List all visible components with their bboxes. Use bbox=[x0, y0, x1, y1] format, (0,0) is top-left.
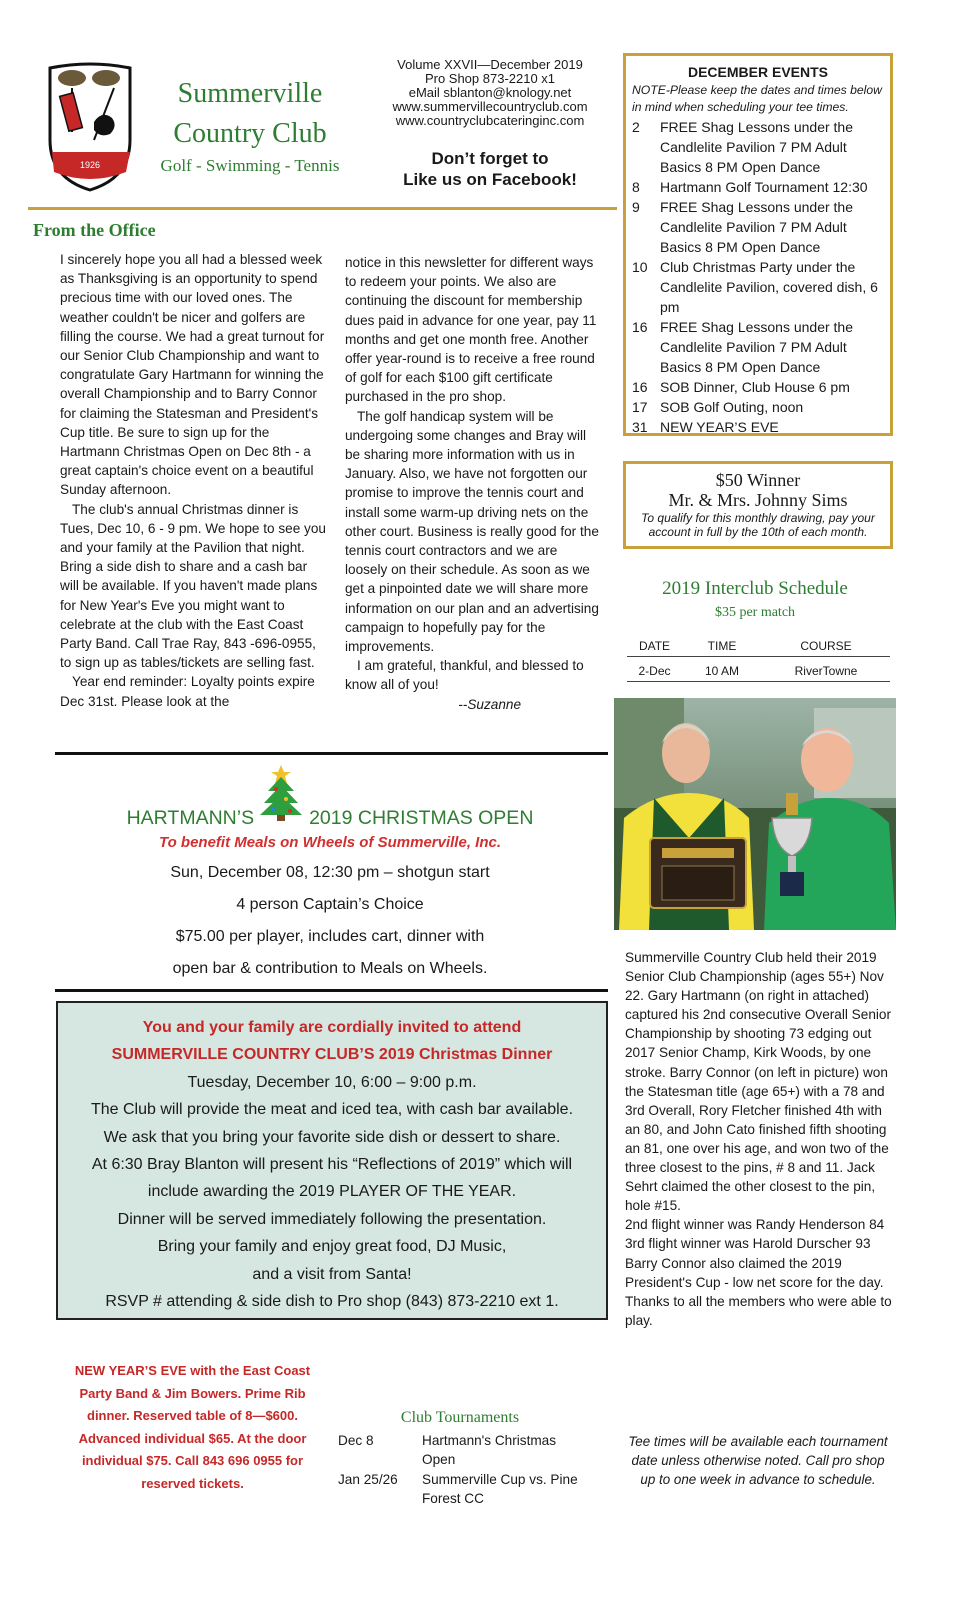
interclub-subtitle: $35 per match bbox=[714, 605, 796, 620]
event-day: 16 bbox=[632, 379, 648, 395]
event-item bbox=[632, 317, 884, 377]
dinner-line: and a visit from Santa! bbox=[252, 1265, 412, 1283]
pro-shop-phone: Pro Shop 873-2210 x1 bbox=[424, 71, 556, 86]
section-divider bbox=[55, 989, 608, 992]
event-text: NEW YEAR’S EVE bbox=[660, 419, 779, 435]
champions-photo bbox=[614, 698, 896, 930]
event-text: SOB Dinner, Club House 6 pm bbox=[660, 379, 850, 395]
event-item bbox=[632, 117, 884, 177]
event-day: 9 bbox=[632, 199, 640, 215]
event-day: 17 bbox=[632, 399, 648, 415]
dinner-line: include awarding the 2019 PLAYER OF THE YEAR. bbox=[147, 1183, 517, 1201]
table-cell: 2-Dec bbox=[638, 664, 671, 678]
header-divider bbox=[28, 207, 617, 210]
dinner-line: We ask that you bring your favorite side dish or dessert to share. bbox=[103, 1128, 561, 1146]
volume-line: Volume XXVII—December 2019 bbox=[397, 57, 583, 72]
office-heading: From the Office bbox=[33, 220, 156, 240]
tournament-date: Jan 25/26 bbox=[338, 1471, 398, 1487]
story-paragraph: Barry Connor also claimed the 2019 President's Cup - low net score for the day. bbox=[625, 1255, 884, 1290]
event-item bbox=[632, 197, 884, 257]
championship-story bbox=[625, 948, 897, 1330]
open-title-right: 2019 CHRISTMAS OPEN bbox=[309, 807, 534, 829]
table-header-cell: TIME bbox=[707, 639, 737, 653]
open-detail-line: 4 person Captain’s Choice bbox=[236, 896, 424, 913]
event-day: 16 bbox=[632, 319, 648, 335]
dinner-title: SUMMERVILLE COUNTRY CLUB’S 2019 Christmas Dinner bbox=[111, 1046, 553, 1064]
table-header-cell: COURSE bbox=[800, 639, 852, 653]
interclub-title: 2019 Interclub Schedule bbox=[662, 578, 848, 599]
event-text: FREE Shag Lessons under the Candlelite Pavilion 7 PM Adult Basics 8 PM Open Dance bbox=[660, 319, 854, 375]
christmas-dinner-box bbox=[56, 1001, 608, 1320]
open-detail-line: $75.00 per player, includes cart, dinner with bbox=[175, 928, 485, 945]
event-item bbox=[632, 377, 884, 397]
events-list bbox=[632, 117, 884, 437]
december-events-box bbox=[623, 53, 893, 436]
club-name-line1: Summerville bbox=[177, 78, 323, 109]
dinner-line: Tuesday, December 10, 6:00 – 9:00 p.m. bbox=[187, 1073, 477, 1091]
events-title: DECEMBER EVENTS bbox=[687, 64, 829, 80]
open-detail-line: Sun, December 08, 12:30 pm – shotgun start bbox=[170, 864, 490, 881]
dinner-line: Dinner will be served immediately following the presentation. bbox=[117, 1210, 547, 1228]
tournament-item bbox=[338, 1431, 590, 1470]
masthead bbox=[370, 58, 610, 128]
facebook-line2: Like us on Facebook! bbox=[403, 170, 577, 189]
table-header-row bbox=[627, 636, 890, 657]
event-text: SOB Golf Outing, noon bbox=[660, 399, 804, 415]
event-item bbox=[632, 257, 884, 317]
event-day: 10 bbox=[632, 259, 648, 275]
club-tagline: Golf - Swimming - Tennis bbox=[160, 156, 340, 175]
website-link-1[interactable]: www.summervillecountryclub.com bbox=[392, 99, 588, 114]
event-day: 2 bbox=[632, 119, 640, 135]
dinner-line: The Club will provide the meat and iced tea, with cash bar available. bbox=[90, 1101, 574, 1119]
table-cell: RiverTowne bbox=[794, 664, 858, 678]
winner-note: To qualify for this monthly drawing, pay your account in full by the 10th of each month. bbox=[641, 511, 875, 539]
dinner-line: At 6:30 Bray Blanton will present his “Reflections of 2019” which will bbox=[91, 1156, 573, 1174]
club-logo bbox=[42, 60, 138, 195]
club-name bbox=[150, 74, 350, 154]
tournaments-list bbox=[338, 1431, 590, 1509]
tournaments-title: Club Tournaments bbox=[400, 1409, 520, 1426]
tournament-name: Hartmann's Christmas Open bbox=[422, 1433, 557, 1468]
christmas-open-subtitle: To benefit Meals on Wheels of Summerville, Inc. bbox=[158, 834, 501, 851]
table-header-cell: DATE bbox=[638, 639, 671, 653]
facebook-line1: Don’t forget to bbox=[431, 149, 549, 168]
tournament-item bbox=[338, 1470, 590, 1509]
office-paragraph: I am grateful, thankful, and blessed to know all of you! bbox=[345, 658, 584, 693]
event-day: 31 bbox=[632, 419, 648, 435]
event-item bbox=[632, 397, 884, 417]
office-paragraph: Year end reminder: Loyalty points expire Dec 31st. Please look at the bbox=[60, 674, 315, 709]
open-detail-line: open bar & contribution to Meals on Wheels. bbox=[172, 960, 488, 977]
tournament-name: Summerville Cup vs. Pine Forest CC bbox=[422, 1471, 578, 1507]
christmas-open-title bbox=[60, 807, 600, 830]
event-day: 8 bbox=[632, 179, 640, 195]
office-paragraph: notice in this newsletter for different ways to redeem your points. We also are continuing the discount for membership dues paid in advance for one year, pay 11 months and get one month free. Another offer year-round is to receive a free round of golf for each $100 gift certificate purchased in the pro shop. bbox=[345, 255, 597, 405]
winner-title: $50 Winner bbox=[715, 470, 801, 490]
event-text: Hartmann Golf Tournament 12:30 bbox=[660, 179, 868, 195]
event-text: FREE Shag Lessons under the Candlelite Pavilion 7 PM Adult Basics 8 PM Open Dance bbox=[660, 119, 854, 175]
office-column-2 bbox=[345, 253, 601, 714]
event-text: Club Christmas Party under the Candlelite Pavilion, covered dish, 6 pm bbox=[660, 259, 878, 315]
facebook-callout bbox=[370, 148, 610, 190]
table-cell: 10 AM bbox=[704, 664, 740, 678]
email-line[interactable]: eMail sblanton@knology.net bbox=[408, 85, 572, 100]
office-paragraph: I sincerely hope you all had a blessed week as Thanksgiving is an opportunity to spend precious time with our loved ones. The weather couldn't be nicer and golfers are filling the course. We had a great turnout for our Senior Club Championship and want to congratulate Gary Hartmann for winning the overall Championship and to Barry Connor for claiming the Statesman and President's Cup title. Be sure to sign up for the Hartmann Christmas Open on Dec 8th - a great captain's choice event on a beautiful Sunday afternoon. bbox=[60, 252, 325, 498]
story-paragraph: 2nd flight winner was Randy Henderson 84 bbox=[625, 1217, 885, 1233]
story-paragraph: 3rd flight winner was Harold Durscher 93 bbox=[625, 1236, 871, 1252]
tee-times-note: Tee times will be available each tournament date unless otherwise noted. Call pro shop up to one week in advance to schedule. bbox=[628, 1434, 888, 1487]
event-item bbox=[632, 177, 884, 197]
office-paragraph: The golf handicap system will be undergoing some changes and Bray will be sharing more information with us in January. Also, we have not forgotten our promise to improve the tennis court and install some warm-up driving nets on the other court. Business is really good for the tennis court contractors and we are loosely on their schedule. As soon as we get a pinpointed date we will share more information on our plan and an advertising campaign to hopefully pay for the improvements. bbox=[345, 408, 599, 655]
winner-box bbox=[623, 461, 893, 549]
winner-name: Mr. & Mrs. Johnny Sims bbox=[668, 490, 848, 510]
club-name-line2: Country Club bbox=[173, 118, 327, 149]
story-paragraph: Thanks to all the members who were able to play. bbox=[625, 1293, 892, 1328]
event-item bbox=[632, 417, 884, 437]
section-divider bbox=[55, 752, 608, 755]
website-link-2[interactable]: www.countryclubcateringinc.com bbox=[395, 113, 585, 128]
dinner-rsvp-line: RSVP # attending & side dish to Pro shop (843) 873-2210 ext 1. bbox=[105, 1293, 559, 1311]
events-note: NOTE-Please keep the dates and times below in mind when scheduling your tee times. bbox=[632, 83, 882, 114]
office-column-1 bbox=[60, 250, 328, 711]
table-row bbox=[627, 661, 890, 682]
office-paragraph: The club's annual Christmas dinner is Tues, Dec 10, 6 - 9 pm. We hope to see you and your family at the Pavilion that night. Bring a side dish to share and a cash bar will be available. If you haven't made plans for New Year's Eve you might want to celebrate at the club with the East Coast Party Band. Call Trae Ray, 843 -696-0955, to sign up as tables/tickets are selling fast. bbox=[60, 501, 326, 671]
open-title-left: HARTMANN’S bbox=[126, 807, 255, 829]
event-text: FREE Shag Lessons under the Candlelite Pavilion 7 PM Adult Basics 8 PM Open Dance bbox=[660, 199, 854, 255]
new-years-eve-notice: NEW YEAR’S EVE with the East Coast Party Band & Jim Bowers. Prime Rib dinner. Reserved table of 8—$600. Advanced individual $65. At the door individual $75. Call 843 696 0955 for reserved tickets. bbox=[74, 1363, 311, 1491]
dinner-line: Bring your family and enjoy great food, DJ Music, bbox=[157, 1238, 507, 1256]
interclub-table bbox=[627, 636, 890, 682]
tournament-date: Dec 8 bbox=[338, 1433, 374, 1448]
signature: --Suzanne bbox=[458, 696, 521, 712]
svg-text:1926: 1926 bbox=[79, 160, 101, 170]
dinner-invite-line: You and your family are cordially invited to attend bbox=[142, 1019, 522, 1036]
story-paragraph: Summerville Country Club held their 2019 Senior Club Championship (ages 55+) Nov 22. Gary Hartmann (on right in attached) captured his 2nd consecutive Overall Senior Championship by shooting 73 edging out 2017 Senior Champ, Kirk Woods, by one stroke. Barry Connor (on left in picture) won the Statesman title (age 65+) with a 78 and 3rd Overall, Rory Fletcher finished 4th with an 80, and John Cato finished fifth shooting an 81, one over his age, and won two of the three closest to the pins, # 8 and 11. Jack Sehrt claimed the other closest to the pin, hole #15. bbox=[625, 950, 891, 1214]
